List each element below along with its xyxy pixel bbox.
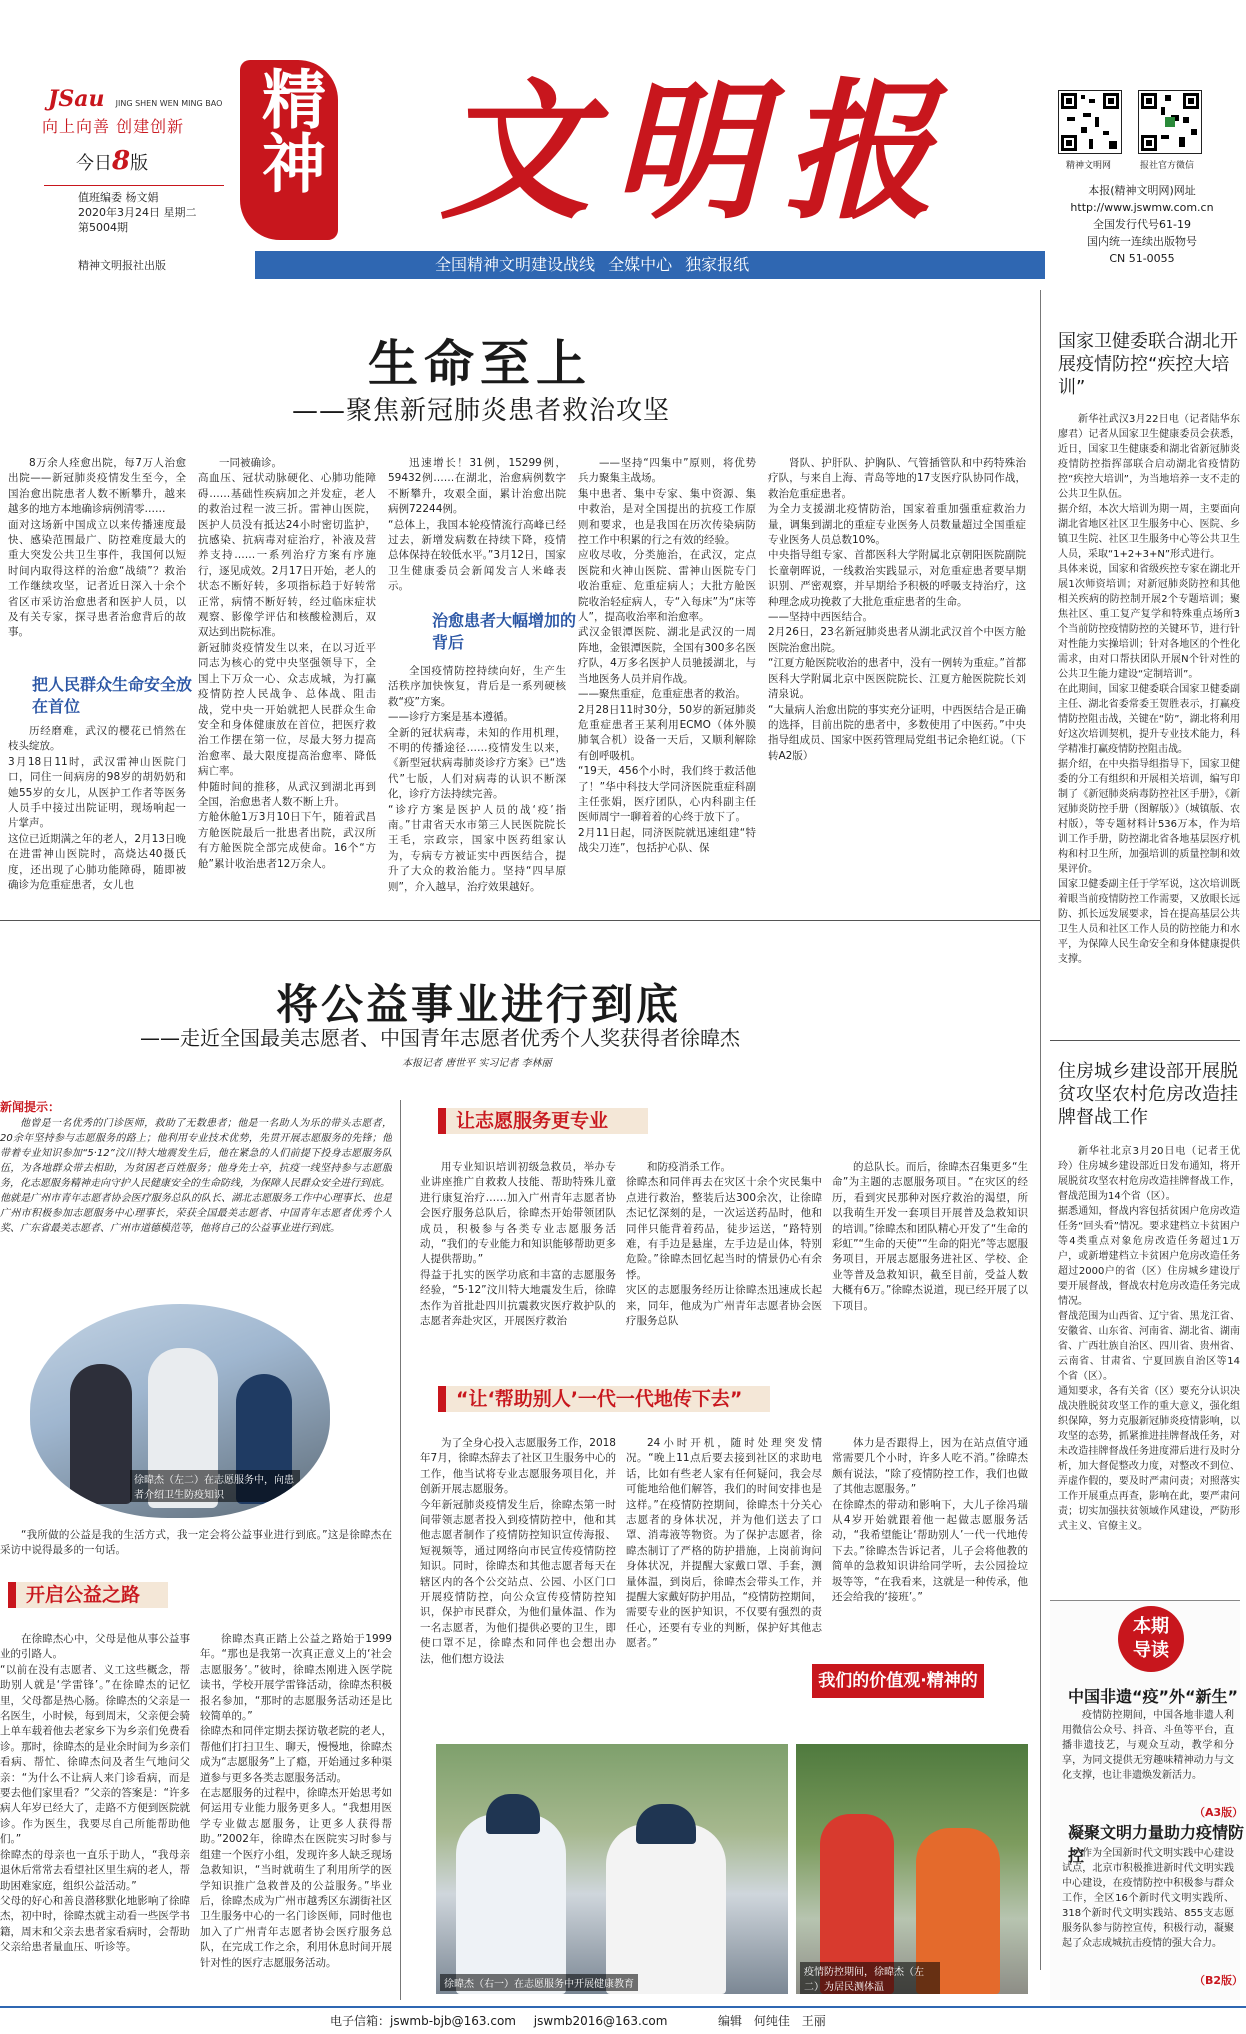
editor-name: 王丽 <box>801 2014 826 2028</box>
issue-number: 第5004期 <box>78 221 128 234</box>
paragraph: 徐暐杰真正踏上公益之路始于1999年。“那也是我第一次真正意义上的‘社会志愿服务’。”彼时，徐暐杰刚进入医学院读书，学校开展学雷锋活动，徐暐杰积极报名参加，“那时的志愿服务活动还是比较简单的。” 徐暐杰和同伴定期去探访敬老院的老人，帮他们打扫卫生、聊天，慢慢地，徐暐杰成为“志愿服务”上了瘾，开始通过多种渠道参与更多各类志愿服务活动。 在志愿服务的过程中，徐暐杰开始思考如何运用专业能力服务更多人。“我想用医学专业做志愿服务，让更多人获得帮助。”2002年，徐暐杰在医院实习时参与组建一个医疗小组，发现许多人缺乏现场急救知识，“当时就萌生了利用所学的医学知识推广急救普及的公益服务。”毕业后，徐暐杰成为广州市越秀区东湖街社区卫生服务中心的一名门诊医师，同时他也加入了广州青年志愿者协会医疗服务总队，在完成工作之余，利用休息时间开展针对性的医疗志愿服务活动。 <box>200 1633 392 1969</box>
figure-shape <box>486 1794 540 1834</box>
paragraph: 体力是否跟得上，因为在站点值守通常需要几个小时，许多人吃不消。”徐暐杰颇有说法，“除了疫情防控工作，我们也做了其他志愿服务。” 在徐暐杰的带动和影响下，大儿子徐冯瑞从4岁开始就跟着他一起做志愿服务活动，“我希望能让‘帮助别人’一代一代地传下去。”徐暐杰告诉记者，儿子会将他教的简单的急救知识讲给同学听，去公园捡垃圾等等，“在我看来，这就是一种传承，他还会给我的‘接班’。” <box>832 1437 1028 1604</box>
qr2-label: 报社官方微信 <box>1140 161 1195 171</box>
digest-item1-ref[interactable]: （A3版） <box>1194 1806 1244 1819</box>
info-line: CN 51-0055 <box>1109 252 1175 265</box>
article1-title: 生命至上 <box>368 334 592 393</box>
publication-info <box>1062 182 1222 267</box>
paragraph: 在徐暐杰心中，父母是他从事公益事业的引路人。 “以前在没有志愿者、义工这些概念，帮助别人就是‘学雷锋’。”在徐暐杰的记忆里，父母都是热心肠。徐暐杰的父亲是一名医生，小时候，每到周末，父亲便会骑上单车载着他去老家乡下为乡亲们免费看诊。那时，徐暐杰的是业余时间为乡亲们看病、帮忙、徐暐杰问及者生气地问父亲：“为什么不让病人来门诊看病，而是要去他们家里看？”父亲的答案是：“许多病人年岁已经大了，走路不方便到医院就诊。作为医生，我要尽自己所能帮助他们。” 徐暐杰的母亲也一直乐于助人，“我母亲退休后常常去看望社区里生病的老人，帮助困难家庭，组织公益活动。” 父母的好心和善良潜移默化地影响了徐暐杰，初中时，徐暐杰就主动看一些医学书籍，周末和父亲去患者家看病时，会帮助父亲给患者量血压、听诊等。 <box>0 1633 190 1954</box>
sec2-colA <box>420 1160 616 1360</box>
photo2-caption: 徐暐杰（右一）在志愿服务中开展健康教育 <box>440 1974 638 1991</box>
paragraph: 的总队长。而后，徐暐杰召集更多“生命”为主题的志愿服务项目。“在灾区的经历，看到灾民那种对医疗救治的渴望，所以我萌生开发一套项目开展普及急救知识的培训。”徐暐杰和团队精心开发了“生命的彩虹”“生命的天使”“生命的阳光”等志愿服务项目，开展志愿服务进社区、学校、企业等普及急救知识，截至目前，受益人数大概有6万。”徐暐杰说道，现已经开展了以下项目。 <box>832 1161 1028 1312</box>
issue-meta <box>78 190 197 235</box>
masthead <box>0 0 1246 283</box>
paragraph: “我所做的公益是我的生活方式，我一定会将公益事业进行到底。”这是徐暐杰在采访中说得最多的一句话。 <box>0 1529 392 1557</box>
paragraph: 和防疫消杀工作。 徐暐杰和同伴再去在灾区十余个灾民集中点进行救治，整装后达300余次，让徐暐杰记忆深刻的是，一次运送药品时，他和同伴只能背着药品，徒步运送，“路特别难，有手边是悬崖，左手边是山体，特别危险。”徐暐杰回忆起当时的情景仍心有余悸。 灾区的志愿服务经历让徐暐杰迅速成长起来，同年，他成为广州青年志愿者协会医疗服务总队 <box>626 1161 822 1328</box>
info-line: 本报(精神文明网)网址 <box>1088 184 1196 197</box>
sec3-colA <box>420 1436 616 1736</box>
paragraph: 他曾是一名优秀的门诊医师，救助了无数患者；他是一名助人为乐的带头志愿者，20余年坚持参与志愿服务的路上；他利用专业技术优势，先贯开展志愿服务的先锋；他带着专业知识参加“5·12”汶川特大地震发生后，他在紧急的人们前提下投身志愿服务队伍，为各地群众带去相助，为贫困老百姓服务；他身先士卒，抗疫一线坚持参与志愿服务，化志愿服务精神走向守护人民健康安全的生命防线，为保障人民群众安全进行到底。 他就是广州市青年志愿者协会医疗服务总队的队长、湖北志愿服务工作中心理事长、也是广州市积极参加志愿服务中心理事长，荣获全国最美志愿者、中国青年志愿者优秀个人奖、广东省最美志愿者、广州市道德模范等，他将自己的公益事业进行到底。 <box>0 1118 392 1234</box>
article1-col1 <box>8 456 186 686</box>
paragraph: 新华社北京3月20日电（记者王优玲）住房城乡建设部近日发布通知，将开展脱贫攻坚农村危房改造挂牌督战工作，督战范围为14个省（区）。 据悉通知，督战内容包括贫困户危房改造任务“回头看”情况。要求建档立卡贫困户等4类重点对象危房改造任务超过1万户，或新增建档立卡贫困户危房改造任务超过2000户的省（区）住房城乡建设厅要开展督战，督战农村危房改造任务完成情况。 督战范围为山西省、辽宁省、黑龙江省、安徽省、山东省、河南省、湖北省、湖南省、广西壮族自治区、四川省、贵州省、云南省、甘肃省、宁夏回族自治区等14个省（区）。 通知要求，各有关省（区）要充分认识决战决胜脱贫攻坚工作的重大意义，强化组织保障，努力克服新冠肺炎疫情影响，以攻坚的态势，抓紧推进挂牌督战任务，对未改造挂牌督战任务进度滞后进行及时分析，加大督促整改力度，对整改不到位、弄虚作假的，要及时严肃问责；对照落实工作开展重点再查，影响在此，要严肃问责；切实加强扶贫领域作风建设，严防形式主义、官僚主义。 <box>1058 1146 1240 1532</box>
editor-name: 何纯佳 <box>753 2014 790 2028</box>
photo-volunteer-3 <box>796 1744 1028 1994</box>
section-tag-start: 开启公益之路 <box>8 1582 168 1608</box>
article2-lead <box>0 1100 392 1296</box>
article2-subtitle: ——走近全国最美志愿者、中国青年志愿者优秀个人奖获得者徐暐杰 <box>140 1026 740 1050</box>
digest-item1-title[interactable]: 中国非遗“疫”外“新生” <box>1068 1687 1239 1706</box>
channel-bar: 全国精神文明建设战线 全媒中心 独家报纸 <box>255 251 1045 279</box>
info-line: 国内统一连续出版物号 <box>1087 235 1197 248</box>
paragraph: 迅速增长！31例，15299例，59432例……在湖北，治愈病例数字不断攀升，攻艰全面，累计治愈出院病例72244例。 “总体上，我国本轮疫情流行高峰已经过去，新增发病数在持续下降，疫情总体保持在较低水平。”3月12日，国家卫生健康委员会新闻发言人米峰表示。 <box>388 457 566 593</box>
qr-pattern-icon <box>1059 91 1121 153</box>
sidebar-divider <box>1050 1040 1240 1041</box>
photo-volunteer-2 <box>436 1744 788 1994</box>
article1-col5 <box>768 456 1026 902</box>
newspaper-title: 文明报 <box>440 64 957 240</box>
sidebar1-title: 国家卫健委联合湖北开展疫情防控“疾控大培训” <box>1058 331 1238 398</box>
article1-subhead2: 治愈患者大幅增加的背后 <box>432 611 577 652</box>
qr-code-website[interactable] <box>1058 90 1122 154</box>
photo-volunteer-1 <box>30 1304 330 1518</box>
publisher: 精神文明报社出版 <box>78 259 166 272</box>
info-line: 全国发行代号61-19 <box>1093 218 1191 231</box>
email-link-2[interactable]: jswmb2016@163.com <box>533 2014 668 2028</box>
sec3-colB <box>626 1436 822 1736</box>
paragraph: 为了全身心投入志愿服务工作，2018年7月，徐暐杰辞去了社区卫生服务中心的工作，他当试将专业志愿服务项目化，并创新开展志愿服务。 今年新冠肺炎疫情发生后，徐暐杰第一时间带领志愿者投入到疫情防控中，他和其他志愿者制作了疫情防控知识宣传海报、短视频等，通过网络向市民宣传疫情防控知识。同时，徐暐杰和其他志愿者每天在辖区内的各个公交站点、公园、小区门口开展疫情防控，向公众宣传疫情防控知识，保护市民群众，为他们量体温、作为一名志愿者，为他们提供必要的卫生，即使口罩不足，徐暐杰和同伴也会想出办法，他们想方设法 <box>420 1437 616 1665</box>
sidebar2-body <box>1058 1144 1240 1584</box>
today-pages <box>76 146 148 176</box>
paragraph: 一同被确诊。 高血压、冠状动脉硬化、心肺功能障碍……基础性疾病加之并发症，老人的救治过程一波三折。雷神山医院，医护人员没有抵达24小时密切监护，抗感染、抗病毒对症治疗，补液及营养支持……一系列治疗方案有序施行，逐见成效。2月17日开始，老人的状态不断好转，多项指标趋于好转常正常，病情不断好转，经过临床症状观察、影像学评估和核酸检测后，双双达到出院标准。 新冠肺炎疫情发生以来，在以习近平同志为核心的党中央坚强领导下，全国上下万众一心、众志成城，为打赢疫情防控人民战争、总体战、阻击战，党中央一开始就把人民群众生命安全和身体健康放在首位，把医疗救治工作摆在第一位，尽最大努力提高治愈率、最大限度提高治愈率、降低病亡率。 仲随时间的推移，从武汉到湖北再到全国，治愈患者人数不断上升。 方舱休舱1万3月10日下午，随着武昌方舱医院最后一批患者出院，武汉所有方舱医院全部完成使命。16个“方舱”累计收治患者12万余人。 <box>198 457 376 870</box>
digest-badge-text: 本期导读 <box>1133 1616 1169 1661</box>
slogan: 向上向善 创建创新 <box>42 117 185 136</box>
today-suffix: 版 <box>130 153 149 174</box>
article1-subtitle: ——聚焦新冠肺炎患者救治攻坚 <box>292 396 671 426</box>
paragraph: 全国疫情防控持续向好，生产生活秩序加快恢复，背后是一系列硬核救“疫”方案。 ——诊疗方案是基本遵循。 全新的冠状病毒，未知的作用机理，不明的传播途径……疫情发生以来，《新型冠状病毒肺炎诊疗方案》已“迭代”七版，人们对病毒的认识不断深化，诊疗方法持续完善。 “诊疗方案是医护人员的战‘疫’指南。”甘肃省天水市第三人民医院院长王毛，宗政宗，国家中医药组家认为，专病专方被证实中西医结合，提升了大众的救治能力。坚持“四早原则”，介入越早，治疗效果越好。 <box>388 665 566 893</box>
digest-item2-title[interactable]: 凝聚文明力量助力疫情防控 <box>1068 1823 1245 1865</box>
small-logo <box>48 86 222 112</box>
today-prefix: 今日 <box>76 153 112 174</box>
article1-col3a <box>388 456 566 596</box>
email-link-1[interactable]: jswmb-bjb@163.com <box>390 2014 516 2028</box>
sidebar1-body <box>1058 412 1240 1024</box>
column-divider <box>400 1100 401 2000</box>
article1-col3b <box>388 664 566 902</box>
sec1-colA <box>0 1632 190 1994</box>
paragraph: 24小时开机，随时处理突发情况。“晚上11点后要去接到社区的求助电话，比如有些老人家有任何疑问，我会尽可能地给他们解答，我们的时间安排也是这样。”在疫情防控期间，徐暐杰十分关心志愿者的身体状况，并为他们送去了口罩、消毒液等物资。为了保护志愿者，徐暐杰制订了严格的防护措施，上岗前询问身体状况，并提醒大家戴口罩、手套，测量体温，到岗后，徐暐杰会带头工作，并提醒大家戴好防护用品，“疫情防控期间，需要专业的医护知识，不仅要有强烈的责任心，还要有专业的判断，保护好其他志愿者。” <box>626 1437 822 1650</box>
section-tag-pass-on: “让‘帮助别人’一代一代地传下去” <box>438 1386 770 1412</box>
sidebar-divider <box>1040 290 1041 1970</box>
photo3-caption: 疫情防控期间，徐暐杰（左二）为居民测体温 <box>800 1962 940 1994</box>
figure-shape <box>606 1824 726 1994</box>
footer-email <box>330 2008 667 2034</box>
digest-badge <box>1118 1606 1184 1672</box>
today-page-count: 8 <box>112 146 131 176</box>
digest-item1-body <box>1062 1708 1234 1804</box>
paragraph: 作为全国新时代文明实践中心建设试点，北京市积极推进新时代文明实践中心建设，在疫情防控中积极参与群众工作，全区16个新时代文明实践所、318个新时代文明实践站、855支志愿服务队参与防控宣传，积极行动，凝聚起了众志成城抗击疫情的强大合力。 <box>1062 1848 1234 1949</box>
paragraph: 疫情防控期间，中国各地非遗人利用微信公众号、抖音、斗鱼等平台，直播非遗技艺，与观众互动，教学和分享，为同文提供无穷趣味精神动力与文化支撑，也让非遗焕发新活力。 <box>1062 1710 1234 1781</box>
website-link[interactable]: http://www.jswmw.com.cn <box>1070 201 1214 214</box>
divider <box>44 185 224 186</box>
footer-editors <box>718 2008 826 2034</box>
figure-shape <box>636 1804 696 1844</box>
qr1-label: 精神文明网 <box>1066 161 1112 171</box>
date-line: 2020年3月24日 星期二 <box>78 206 197 219</box>
title-seal-text: 精神 <box>251 66 326 194</box>
figure-shape <box>456 1814 566 1994</box>
article2-quote <box>0 1528 392 1562</box>
qr-pattern-icon <box>1139 91 1201 153</box>
article2-byline: 本报记者 唐世平 实习记者 李林丽 <box>402 1058 552 1069</box>
paragraph: 8万余人痊愈出院，每7万人治愈出院——新冠肺炎疫情发生至今，全国治愈出院患者人数不断攀升，越来越多的地方本地确诊病例清零…… 面对这场新中国成立以来传播速度最快、感染范围最广、防控难度最大的重大突发公共卫生事件，我国何以短时间内取得这样的治愈“战绩”？救治工作继续攻坚，记者近日深入十余个省区市采访治愈患者和医护人员，以及有关专家，探寻患者治愈背后的故事。 <box>8 457 186 639</box>
logo-pinyin: JING SHEN WEN MING BAO <box>115 99 223 108</box>
editor-label: 编辑 <box>718 2014 743 2028</box>
editor-line: 值班编委 杨文娟 <box>78 191 159 204</box>
paragraph: 肾队、护肝队、护胸队、气管插管队和中药特殊治疗队，与来自上海、青岛等地的17支医疗队协同作战，救治危重症患者。 为全力支援湖北疫情防治，国家着重加强重症救治力量，调集到湖北的重症专业医务人员数量超过全国重症专业医务人员总数10%。 中央指导组专家、首都医科大学附属北京朝阳医院副院长童朝晖说，一线救治实践显示，对危重症患者要早期识别、严密观察，并早期给予积极的呼吸支持治疗，这种理念成功挽救了大批危重症患者的生命。 ——坚持中西医结合。 2月26日，23名新冠肺炎患者从湖北武汉首个中医方舱医院治愈出院。 “江夏方舱医院收治的患者中，没有一例转为重症。”首都医科大学附属北京中医医院院长、江夏方舱医院院长刘清泉说。 “大量病人治愈出院的事实充分证明，中西医结合是正确的选择，目前出院的患者中，多数使用了中医药。”中央指导组成员、国家中医药管理局党组书记余艳红说。（下转A2版） <box>768 457 1026 762</box>
paragraph: 用专业知识培训初级急救员，举办专业讲座推广自救救人技能、帮助特殊儿童进行康复治疗……加入广州青年志愿者协会医疗服务总队后，徐暐杰开始带领团队成员，积极参与各类专业志愿服务活动，“我们的专业能力和知识能够帮助更多人提供帮助。” 得益于扎实的医学功底和丰富的志愿服务经验，“5·12”汶川特大地震发生后，徐暐杰作为首批赴四川抗震救灾医疗救护队的志愿者奔赴灾区，开展医疗救治 <box>420 1161 616 1328</box>
article1-col2 <box>198 456 376 902</box>
section-tag-professional: 让志愿服务更专业 <box>438 1108 648 1134</box>
sec3-colC <box>832 1436 1028 1652</box>
footer <box>0 2006 1246 2034</box>
sec2-colC <box>832 1160 1028 1360</box>
article1-col4 <box>578 456 756 902</box>
paragraph: 新华社武汉3月22日电（记者陆华东 廖君）记者从国家卫生健康委员会获悉，近日，国家卫生健康委和湖北省新冠肺炎疫情防控指挥部联合启动湖北省疫情防控“疾控大培训”，为当地培养一支不走的公共卫生队伍。 据介绍，本次大培训为期一周，主要面向湖北省地区社区卫生服务中心、医院、乡镇卫生院、社区卫生服务中心等公共卫生人员，采取“1+2+3+N”形式进行。 具体来说，国家和省级疾控专家在湖北开展1次师资培训；对新冠肺炎防控和其他相关疾病的防控制开展2个专题培训；聚焦社区、重工复产复学和特殊重点场所3个当前防控疫情防控的关键环节，进行针对性能力实操培训；针对各地区的个性化需求，由对口帮扶团队开展N个针对性的公共卫生能力建设“定制培训”。 在此期间，国家卫健委联合国家卫健委副主任、湖北省委常委王贺胜表示，打赢疫情防控阻击战，关键在“防”，湖北将利用好这次培训契机，提升专业技术能力，科学精准打赢疫情防控阻击战。 据介绍，在中央指导组指导下，国家卫健委的分工有组织和开展相关培训，编写印制了《新冠肺炎病毒防控社区手册》，《新冠肺炎防控手册（图解版）》（城镇版、农村版），等专题材料计536万本，作为培训工作手册，防控湖北省各地基层医疗机构和村卫生所，加强培训的质量控制和效果评价。 国家卫健委副主任于学军说，这次培训既着眼当前疫情防控工作需要，又放眼长远防、抓长远发展要求，旨在提高基层公共卫生人员和社区工作人员的防控能力和水平，为保障人民生命安全和身体健康提供支撑。 <box>1058 414 1240 965</box>
digest-item2-ref[interactable]: （B2版） <box>1194 1974 1244 1987</box>
sec2-colB <box>626 1160 822 1360</box>
article1-subhead1: 把人民群众生命安全放在首位 <box>32 675 193 716</box>
article1-col1b <box>8 724 186 902</box>
logo-mark: JSau <box>48 86 105 112</box>
article2-title: 将公益事业进行到底 <box>276 980 682 1029</box>
sec1-colB <box>200 1632 392 1994</box>
values-banner: 我们的价值观·精神的力量 <box>812 1664 984 1698</box>
qr-code-wechat[interactable] <box>1138 90 1202 154</box>
title-seal <box>240 60 338 240</box>
section-divider <box>0 920 1040 921</box>
digest-item2-body <box>1062 1846 1234 1970</box>
lead-label: 新闻提示： <box>0 1100 61 1114</box>
paragraph: 历经磨难，武汉的樱花已悄然在枝头绽放。 3月18日11时，武汉雷神山医院门口，同住一间病房的98岁的胡奶奶和她55岁的女儿，从医护工作者等医务人员手中接过出院证明，现场响起一片掌声。 这位已近期满之年的老人，2月13日晚在进雷神山医院时，高烧达40摄氏度，还出现了心肺功能障碍，随即被确诊为危重症患者，女儿也 <box>8 725 186 892</box>
figure-shape <box>70 1364 132 1504</box>
photo1-caption: 徐暐杰（左二）在志愿服务中，向患者介绍卫生防疫知识 <box>130 1470 300 1502</box>
email-label: 电子信箱： <box>330 2014 391 2028</box>
sidebar2-title: 住房城乡建设部开展脱贫攻坚农村危房改造挂牌督战工作 <box>1058 1061 1238 1128</box>
paragraph: ——坚持“四集中”原则，将优势兵力聚集主战场。 集中患者、集中专家、集中资源、集中救治，是对全国提出的抗疫工作原则和要求，也是我国在历次传染病防控工作中积累的行之有效的经验。 应收尽收，分类施治，在武汉，定点医院和火神山医院、雷神山医院专门收治重症、危重症病人；大批方舱医院收治轻症病人，专“入每床”为“床等人”，提高收治率和治愈率。 武汉金银潭医院、湖北是武汉的一周阵地，金银潭医院，全国有300多名医疗队，4万多名医护人员驰援湖北，与当地医务人员并肩作战。 ——聚焦重症，危重症患者的救治。 2月28日11时30分，50岁的新冠肺炎危重症患者王某利用ECMO（体外膜肺氧合机）设备一天后，又顺利解除有创呼吸机。 “19天，456个小时，我们终于救活他了！”华中科技大学同济医院重症科副主任张娟，医疗团队，心内科副主任医师周宁一聊着着的心终于放下了。 2月11日起，同济医院就迅速组建“特战尖刀连”，包括护心队、保 <box>578 457 756 855</box>
